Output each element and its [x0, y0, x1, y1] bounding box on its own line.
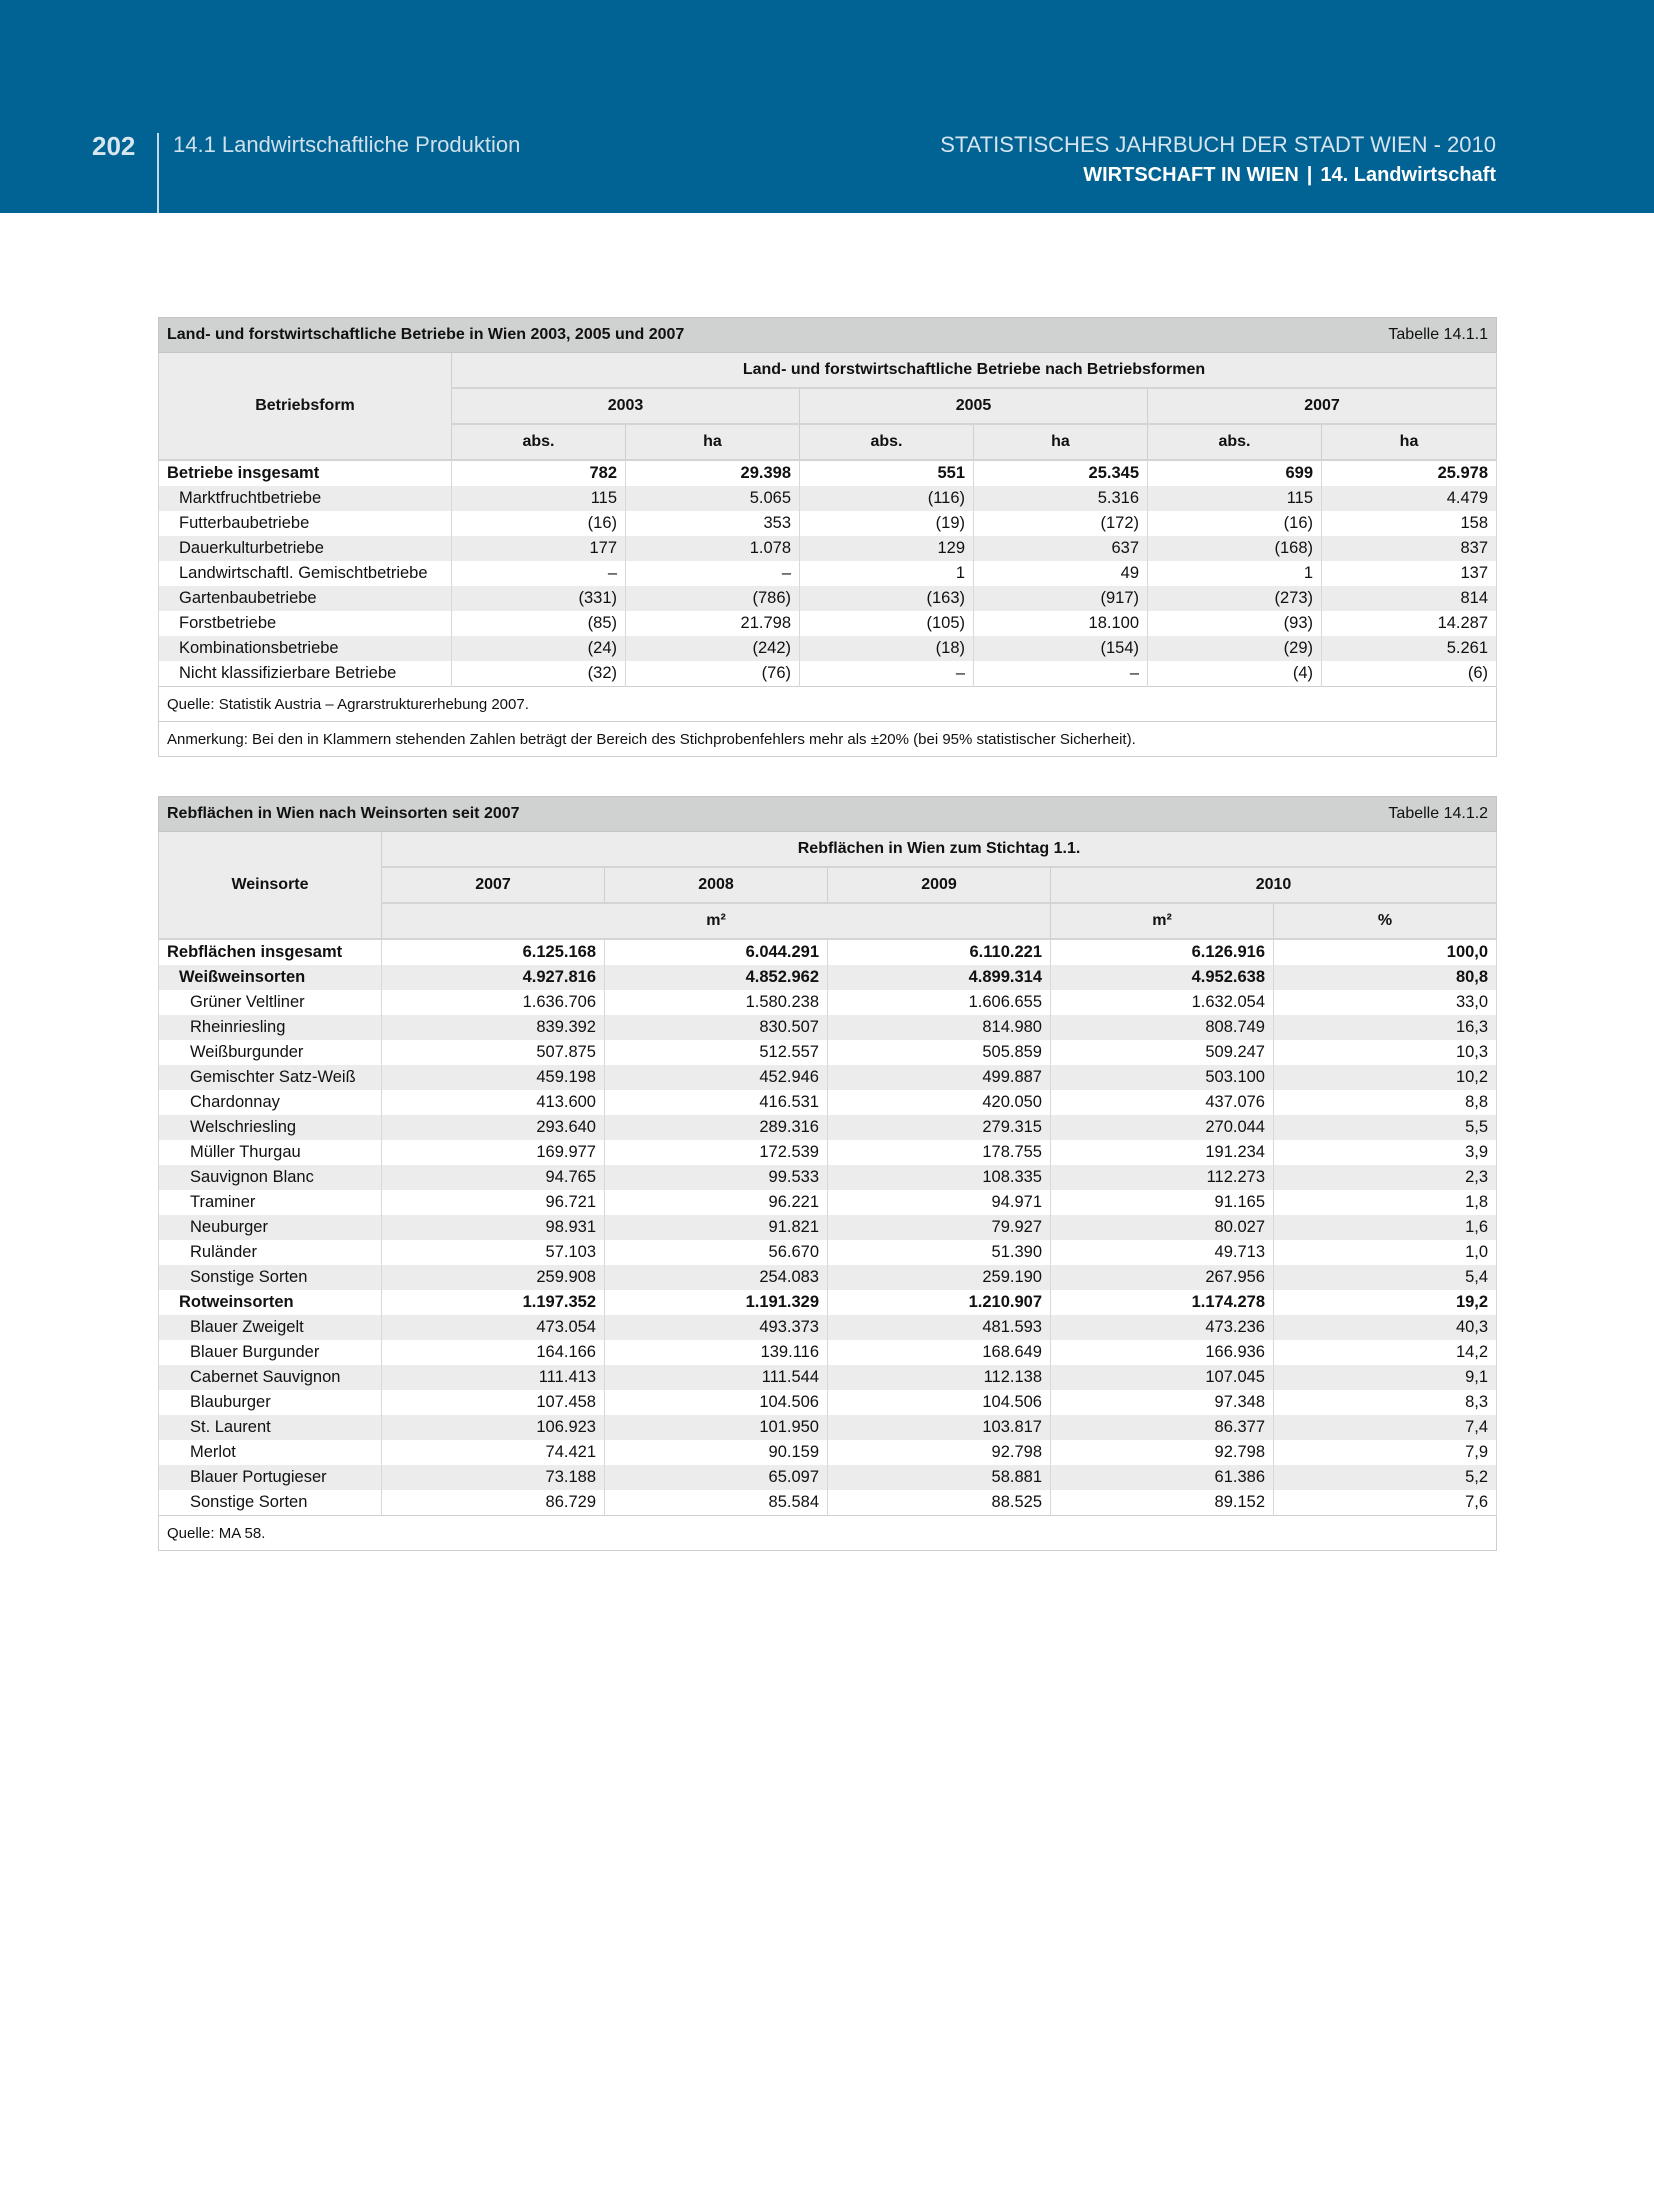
table-cell: 353 [626, 511, 800, 536]
row-label: Forstbetriebe [159, 611, 452, 636]
table-cell: 293.640 [382, 1115, 605, 1140]
table-cell: – [800, 661, 974, 687]
table-title [159, 318, 1497, 353]
table-cell: (24) [452, 636, 626, 661]
row-label: Blauer Zweigelt [159, 1315, 382, 1340]
table-row [159, 1190, 1497, 1215]
table-row [159, 1165, 1497, 1190]
year-header: 2007 [382, 867, 605, 903]
table-cell: 91.821 [605, 1215, 828, 1240]
table-number: Tabelle 14.1.2 [1388, 805, 1489, 822]
table-cell: (172) [974, 511, 1148, 536]
table-cell: 503.100 [1051, 1065, 1274, 1090]
table-cell: 1,6 [1274, 1215, 1497, 1240]
table-cell: 112.138 [828, 1365, 1051, 1390]
table-cell: (273) [1148, 586, 1322, 611]
table-cell: 509.247 [1051, 1040, 1274, 1065]
table-cell: 29.398 [626, 460, 800, 486]
table-title [159, 797, 1497, 832]
row-label: Kombinationsbetriebe [159, 636, 452, 661]
table-cell: 259.190 [828, 1265, 1051, 1290]
table-cell: 21.798 [626, 611, 800, 636]
table-cell: 108.335 [828, 1165, 1051, 1190]
table-row [159, 1340, 1497, 1365]
table-cell: 4.952.638 [1051, 965, 1274, 990]
table-cell: 98.931 [382, 1215, 605, 1240]
table-cell: 9,1 [1274, 1365, 1497, 1390]
table-cell: 18.100 [974, 611, 1148, 636]
table-cell: 172.539 [605, 1140, 828, 1165]
table-cell: 267.956 [1051, 1265, 1274, 1290]
table-cell: 94.765 [382, 1165, 605, 1190]
chapter-title [1083, 164, 1496, 187]
sub-header: ha [1322, 424, 1497, 460]
table-cell: 1.210.907 [828, 1290, 1051, 1315]
table-cell: 169.977 [382, 1140, 605, 1165]
row-label: Betriebe insgesamt [159, 460, 452, 486]
table-cell: 5,2 [1274, 1465, 1497, 1490]
table-cell: 80,8 [1274, 965, 1497, 990]
table-cell: (116) [800, 486, 974, 511]
table-cell: 459.198 [382, 1065, 605, 1090]
table-row [159, 1090, 1497, 1115]
table-cell: 512.557 [605, 1040, 828, 1065]
table-cell: 551 [800, 460, 974, 486]
table-cell: 5,4 [1274, 1265, 1497, 1290]
table-cell: 6.125.168 [382, 939, 605, 965]
table-row [159, 1440, 1497, 1465]
table-cell: 254.083 [605, 1265, 828, 1290]
table-cell: (18) [800, 636, 974, 661]
table-cell: 1.580.238 [605, 990, 828, 1015]
table-cell: 4.852.962 [605, 965, 828, 990]
table-row [159, 561, 1497, 586]
table-cell: 86.377 [1051, 1415, 1274, 1440]
table-cell: (76) [626, 661, 800, 687]
table-cell: 129 [800, 536, 974, 561]
table-cell: 493.373 [605, 1315, 828, 1340]
row-header: Betriebsform [159, 353, 452, 461]
table-cell: 49 [974, 561, 1148, 586]
table-row [159, 586, 1497, 611]
table-cell: 6.110.221 [828, 939, 1051, 965]
table-cell: 104.506 [828, 1390, 1051, 1415]
row-label: Merlot [159, 1440, 382, 1465]
table-cell: 499.887 [828, 1065, 1051, 1090]
row-label: Sauvignon Blanc [159, 1165, 382, 1190]
table-cell: (786) [626, 586, 800, 611]
chapter-separator: | [1306, 164, 1313, 186]
table-cell: 107.045 [1051, 1365, 1274, 1390]
table-cell: 6.044.291 [605, 939, 828, 965]
table-cell: (331) [452, 586, 626, 611]
table-cell: 452.946 [605, 1065, 828, 1090]
table-row [159, 1390, 1497, 1415]
table-cell: 57.103 [382, 1240, 605, 1265]
table-cell: – [626, 561, 800, 586]
table-cell: 16,3 [1274, 1015, 1497, 1040]
table-cell: 8,8 [1274, 1090, 1497, 1115]
table-cell: 90.159 [605, 1440, 828, 1465]
table-rebflaechen [158, 796, 1496, 1551]
table-cell: 481.593 [828, 1315, 1051, 1340]
table-row [159, 636, 1497, 661]
table-cell: 279.315 [828, 1115, 1051, 1140]
table-cell: 473.236 [1051, 1315, 1274, 1340]
table-cell: 7,9 [1274, 1440, 1497, 1465]
table-betriebe [158, 317, 1496, 757]
sub-header: abs. [800, 424, 974, 460]
table-cell: 115 [452, 486, 626, 511]
chapter-part2: 14. Landwirtschaft [1320, 164, 1496, 186]
table-cell: 96.221 [605, 1190, 828, 1215]
table-row [159, 939, 1497, 965]
table-cell: (168) [1148, 536, 1322, 561]
row-label: Neuburger [159, 1215, 382, 1240]
table-title-text: Land- und forstwirtschaftliche Betriebe in Wien 2003, 2005 und 2007 [167, 326, 685, 343]
table-cell: 14,2 [1274, 1340, 1497, 1365]
table-cell: (29) [1148, 636, 1322, 661]
table-row [159, 1240, 1497, 1265]
table-cell: 158 [1322, 511, 1497, 536]
table-row [159, 1215, 1497, 1240]
table-row [159, 1015, 1497, 1040]
table-cell: 837 [1322, 536, 1497, 561]
table-cell: 74.421 [382, 1440, 605, 1465]
table-cell: 782 [452, 460, 626, 486]
group-header: Land- und forstwirtschaftliche Betriebe nach Betriebsformen [452, 353, 1497, 389]
table-cell: 49.713 [1051, 1240, 1274, 1265]
table-cell: 164.166 [382, 1340, 605, 1365]
table-cell: 14.287 [1322, 611, 1497, 636]
table-row [159, 990, 1497, 1015]
table-cell: 104.506 [605, 1390, 828, 1415]
table-cell: 4.927.816 [382, 965, 605, 990]
table-cell: 96.721 [382, 1190, 605, 1215]
chapter-part1: WIRTSCHAFT IN WIEN [1083, 164, 1299, 186]
table-cell: 166.936 [1051, 1340, 1274, 1365]
group-header: Rebflächen in Wien zum Stichtag 1.1. [382, 832, 1497, 868]
table-row [159, 1115, 1497, 1140]
table-row [159, 965, 1497, 990]
table-cell: 58.881 [828, 1465, 1051, 1490]
row-label: Gemischter Satz-Weiß [159, 1065, 382, 1090]
table-cell: 1,0 [1274, 1240, 1497, 1265]
row-label: Weißburgunder [159, 1040, 382, 1065]
table-row [159, 1065, 1497, 1090]
table-cell: 416.531 [605, 1090, 828, 1115]
row-label: Rheinriesling [159, 1015, 382, 1040]
table-cell: 1.191.329 [605, 1290, 828, 1315]
table-cell: 33,0 [1274, 990, 1497, 1015]
row-label: Chardonnay [159, 1090, 382, 1115]
row-label: Nicht klassifizierbare Betriebe [159, 661, 452, 687]
table-cell: 7,6 [1274, 1490, 1497, 1516]
row-label: Marktfruchtbetriebe [159, 486, 452, 511]
table-cell: 89.152 [1051, 1490, 1274, 1516]
table-cell: 79.927 [828, 1215, 1051, 1240]
year-header: 2005 [800, 388, 1148, 424]
table-cell: 100,0 [1274, 939, 1497, 965]
table-cell: (4) [1148, 661, 1322, 687]
table-cell: 73.188 [382, 1465, 605, 1490]
row-label: Dauerkulturbetriebe [159, 536, 452, 561]
table-title-text: Rebflächen in Wien nach Weinsorten seit 2007 [167, 805, 520, 822]
year-header: 2010 [1051, 867, 1497, 903]
page-number: 202 [92, 131, 136, 161]
table-cell: 830.507 [605, 1015, 828, 1040]
table-cell: 5.261 [1322, 636, 1497, 661]
year-header: 2003 [452, 388, 800, 424]
table-row [159, 1290, 1497, 1315]
table-cell: 1.606.655 [828, 990, 1051, 1015]
table-cell: 177 [452, 536, 626, 561]
table-cell: 10,3 [1274, 1040, 1497, 1065]
table-cell: 112.273 [1051, 1165, 1274, 1190]
table-cell: 1.078 [626, 536, 800, 561]
table-cell: 814 [1322, 586, 1497, 611]
table-row [159, 1415, 1497, 1440]
table-cell: (163) [800, 586, 974, 611]
row-label: Welschriesling [159, 1115, 382, 1140]
row-label: Blauer Portugieser [159, 1465, 382, 1490]
table-cell: 51.390 [828, 1240, 1051, 1265]
table-cell: (93) [1148, 611, 1322, 636]
header-divider [157, 133, 159, 213]
table-cell: 814.980 [828, 1015, 1051, 1040]
table-cell: 19,2 [1274, 1290, 1497, 1315]
table-cell: – [974, 661, 1148, 687]
table-cell: 25.345 [974, 460, 1148, 486]
table-cell: 6.126.916 [1051, 939, 1274, 965]
table-cell: 94.971 [828, 1190, 1051, 1215]
table-cell: (242) [626, 636, 800, 661]
table-cell: (154) [974, 636, 1148, 661]
row-header: Weinsorte [159, 832, 382, 940]
table-cell: 101.950 [605, 1415, 828, 1440]
table-cell: 111.413 [382, 1365, 605, 1390]
table-cell: 4.479 [1322, 486, 1497, 511]
table-cell: (16) [1148, 511, 1322, 536]
table-cell: 420.050 [828, 1090, 1051, 1115]
table-row [159, 460, 1497, 486]
table-source: Quelle: MA 58. [159, 1516, 1497, 1551]
table-cell: 85.584 [605, 1490, 828, 1516]
row-label: Weißweinsorten [159, 965, 382, 990]
table-cell: 270.044 [1051, 1115, 1274, 1140]
table-source: Quelle: Statistik Austria – Agrarstrukturerhebung 2007. [159, 687, 1497, 722]
table-row [159, 611, 1497, 636]
table-cell: 80.027 [1051, 1215, 1274, 1240]
year-header: 2008 [605, 867, 828, 903]
row-label: Cabernet Sauvignon [159, 1365, 382, 1390]
table-cell: (6) [1322, 661, 1497, 687]
row-label: Sonstige Sorten [159, 1490, 382, 1516]
table-row [159, 486, 1497, 511]
table-number: Tabelle 14.1.1 [1388, 326, 1489, 343]
table-cell: 507.875 [382, 1040, 605, 1065]
table-cell: 2,3 [1274, 1165, 1497, 1190]
table-row [159, 511, 1497, 536]
table-cell: 25.978 [1322, 460, 1497, 486]
table-cell: 1.636.706 [382, 990, 605, 1015]
table-cell: 111.544 [605, 1365, 828, 1390]
table-cell: 115 [1148, 486, 1322, 511]
unit-header: % [1274, 903, 1497, 939]
table-row [159, 1265, 1497, 1290]
table-row [159, 536, 1497, 561]
section-title: 14.1 Landwirtschaftliche Produktion [173, 132, 521, 157]
table-cell: 106.923 [382, 1415, 605, 1440]
table-cell: 65.097 [605, 1465, 828, 1490]
table-cell: 8,3 [1274, 1390, 1497, 1415]
row-label: Landwirtschaftl. Gemischtbetriebe [159, 561, 452, 586]
row-label: Müller Thurgau [159, 1140, 382, 1165]
table-cell: 61.386 [1051, 1465, 1274, 1490]
table-note: Anmerkung: Bei den in Klammern stehenden Zahlen beträgt der Bereich des Stichprobenfehlers mehr als ±20% (bei 95% statistischer Sicherheit). [159, 722, 1497, 757]
table-cell: 5.316 [974, 486, 1148, 511]
sub-header: ha [626, 424, 800, 460]
table-cell: – [452, 561, 626, 586]
table-cell: 259.908 [382, 1265, 605, 1290]
sub-header: abs. [452, 424, 626, 460]
table-cell: (19) [800, 511, 974, 536]
table-cell: 5.065 [626, 486, 800, 511]
sub-header: abs. [1148, 424, 1322, 460]
table-cell: 97.348 [1051, 1390, 1274, 1415]
table-cell: 10,2 [1274, 1065, 1497, 1090]
table-cell: 91.165 [1051, 1190, 1274, 1215]
publication-title: STATISTISCHES JAHRBUCH DER STADT WIEN - 2010 [940, 132, 1496, 157]
table-cell: 3,9 [1274, 1140, 1497, 1165]
unit-header: m² [1051, 903, 1274, 939]
table-cell: 92.798 [828, 1440, 1051, 1465]
row-label: Rotweinsorten [159, 1290, 382, 1315]
table-row [159, 1040, 1497, 1065]
table-cell: 139.116 [605, 1340, 828, 1365]
table-cell: 137 [1322, 561, 1497, 586]
table-cell: 413.600 [382, 1090, 605, 1115]
table-cell: 437.076 [1051, 1090, 1274, 1115]
row-label: Rebflächen insgesamt [159, 939, 382, 965]
table-cell: 88.525 [828, 1490, 1051, 1516]
unit-header: m² [382, 903, 1051, 939]
table-cell: 839.392 [382, 1015, 605, 1040]
table-cell: 178.755 [828, 1140, 1051, 1165]
year-header: 2007 [1148, 388, 1497, 424]
table-cell: 107.458 [382, 1390, 605, 1415]
table-cell: 4.899.314 [828, 965, 1051, 990]
table-cell: 86.729 [382, 1490, 605, 1516]
table-cell: 808.749 [1051, 1015, 1274, 1040]
row-label: St. Laurent [159, 1415, 382, 1440]
year-header: 2009 [828, 867, 1051, 903]
table-cell: 699 [1148, 460, 1322, 486]
sub-header: ha [974, 424, 1148, 460]
table-cell: 168.649 [828, 1340, 1051, 1365]
table-cell: 7,4 [1274, 1415, 1497, 1440]
row-label: Gartenbaubetriebe [159, 586, 452, 611]
row-label: Sonstige Sorten [159, 1265, 382, 1290]
table-cell: 191.234 [1051, 1140, 1274, 1165]
table-row [159, 1315, 1497, 1340]
row-label: Traminer [159, 1190, 382, 1215]
header-bar [0, 0, 1654, 213]
table-cell: 505.859 [828, 1040, 1051, 1065]
table-cell: 1 [1148, 561, 1322, 586]
table-row [159, 1365, 1497, 1390]
table-cell: 289.316 [605, 1115, 828, 1140]
table-row [159, 1490, 1497, 1516]
table-cell: (32) [452, 661, 626, 687]
table-cell: 56.670 [605, 1240, 828, 1265]
row-label: Futterbaubetriebe [159, 511, 452, 536]
table-cell: 1 [800, 561, 974, 586]
table-cell: 103.817 [828, 1415, 1051, 1440]
table-cell: 1.632.054 [1051, 990, 1274, 1015]
table-cell: (917) [974, 586, 1148, 611]
row-label: Grüner Veltliner [159, 990, 382, 1015]
table-cell: 473.054 [382, 1315, 605, 1340]
table-cell: 92.798 [1051, 1440, 1274, 1465]
row-label: Blauburger [159, 1390, 382, 1415]
row-label: Blauer Burgunder [159, 1340, 382, 1365]
row-label: Ruländer [159, 1240, 382, 1265]
table-cell: 637 [974, 536, 1148, 561]
table-cell: (105) [800, 611, 974, 636]
table-row [159, 661, 1497, 687]
table-cell: 1.197.352 [382, 1290, 605, 1315]
table-row [159, 1465, 1497, 1490]
table-cell: 1,8 [1274, 1190, 1497, 1215]
table-cell: (16) [452, 511, 626, 536]
table-cell: 5,5 [1274, 1115, 1497, 1140]
table-cell: 40,3 [1274, 1315, 1497, 1340]
table-row [159, 1140, 1497, 1165]
table-cell: 99.533 [605, 1165, 828, 1190]
table-cell: 1.174.278 [1051, 1290, 1274, 1315]
table-cell: (85) [452, 611, 626, 636]
